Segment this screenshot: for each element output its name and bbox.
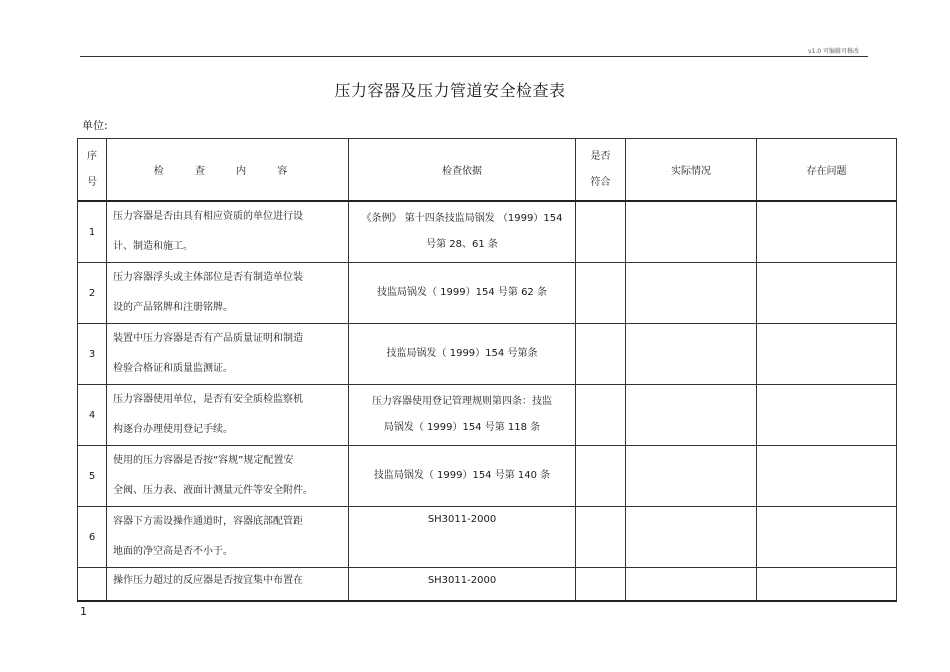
table-row [78,446,897,507]
unit-label: 单位: [82,119,108,132]
row-no: 1 [78,201,107,263]
table-row [78,324,897,385]
row-issues-cell[interactable] [757,507,897,568]
row-content: 压力容器使用单位，是否有安全质检监察机 构逐台办理使用登记手续。 [107,385,349,446]
row-no: 6 [78,507,107,568]
header-no: 序 号 [78,139,107,202]
row-comply-cell[interactable] [576,324,626,385]
table-row [78,263,897,324]
row-comply-cell[interactable] [576,263,626,324]
row-content: 操作压力超过的反应器是否按宜集中布置在 [107,568,349,602]
table-row [78,507,897,568]
table-header-row [78,139,897,202]
row-no [78,568,107,602]
row-no: 5 [78,446,107,507]
row-comply-cell[interactable] [576,446,626,507]
row-actual-cell[interactable] [626,201,757,263]
page-number: 1 [80,605,87,618]
row-issues-cell[interactable] [757,324,897,385]
checklist-table [77,138,897,602]
row-basis: SH3011-2000 [349,568,576,602]
table-row [78,568,897,602]
table-row [78,201,897,263]
row-basis: 技监局锅发（ 1999）154 号第 62 条 [349,263,576,324]
row-comply-cell[interactable] [576,568,626,602]
row-content: 压力容器浮头或主体部位是否有制造单位装 设的产品铭牌和注册铭牌。 [107,263,349,324]
row-actual-cell[interactable] [626,507,757,568]
version-label: v1.0 可编辑可修改 [808,48,860,55]
header-issues: 存在问题 [757,139,897,202]
row-basis: 压力容器使用登记管理规则第四条：技监 局锅发（ 1999）154 号第 118 条 [349,385,576,446]
unit-line [82,117,110,133]
header-actual: 实际情况 [626,139,757,202]
row-content: 压力容器是否由具有相应资质的单位进行设 计、制造和施工。 [107,201,349,263]
row-issues-cell[interactable] [757,263,897,324]
row-basis: SH3011-2000 [349,507,576,568]
row-issues-cell[interactable] [757,201,897,263]
row-comply-cell[interactable] [576,385,626,446]
header-basis: 检查依据 [349,139,576,202]
header-comply: 是否 符合 [576,139,626,202]
row-actual-cell[interactable] [626,263,757,324]
header-rule [80,56,868,57]
row-issues-cell[interactable] [757,446,897,507]
row-actual-cell[interactable] [626,568,757,602]
row-comply-cell[interactable] [576,507,626,568]
row-issues-cell[interactable] [757,568,897,602]
row-no: 3 [78,324,107,385]
row-no: 2 [78,263,107,324]
table-row [78,385,897,446]
row-issues-cell[interactable] [757,385,897,446]
row-actual-cell[interactable] [626,446,757,507]
header-content: 检 查 内 容 [107,139,349,202]
page-title: 压力容器及压力管道安全检查表 [334,81,566,100]
row-basis: 技监局锅发（ 1999）154 号第 140 条 [349,446,576,507]
row-content: 使用的压力容器是否按“容规”规定配置安 全阀、压力表、液面计测量元件等安全附件。 [107,446,349,507]
row-basis: 技监局锅发（ 1999）154 号第条 [349,324,576,385]
row-basis: 《条例》 第十四条技监局锅发 （1999）154 号第 28、61 条 [349,201,576,263]
row-content: 容器下方需设操作通道时，容器底部配管距 地面的净空高是否不小于。 [107,507,349,568]
row-content: 装置中压力容器是否有产品质量证明和制造 检验合格证和质量监测证。 [107,324,349,385]
row-comply-cell[interactable] [576,201,626,263]
row-actual-cell[interactable] [626,324,757,385]
row-actual-cell[interactable] [626,385,757,446]
row-no: 4 [78,385,107,446]
